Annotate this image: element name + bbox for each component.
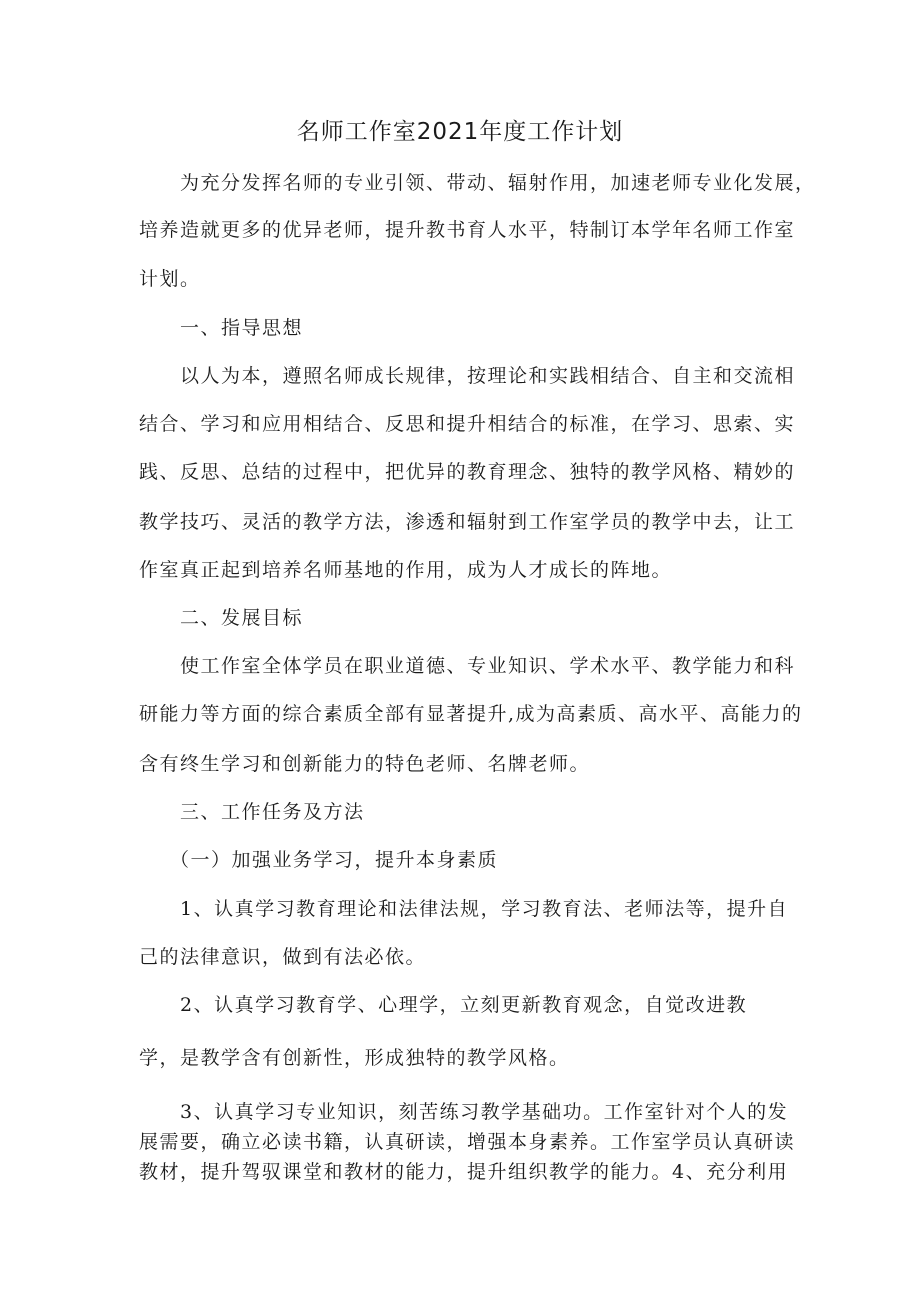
section2-line-3: 含有终生学习和创新能力的特色老师、名牌老师。 (139, 753, 591, 775)
item2-line-2: 学，是教学含有创新性，形成独特的教学风格。 (139, 1047, 570, 1069)
intro-line-1: 为充分发挥名师的专业引领、带动、辐射作用，加速老师专业化发展， (180, 172, 816, 194)
item1-line-2: 己的法律意识，做到有法必依。 (139, 946, 427, 968)
item2-line-1: 2、认真学习教育学、心理学，立刻更新教育观念，自觉改进教 (180, 994, 748, 1016)
item3-line-2: 展需要，确立必读书籍，认真研读，增强本身素养。工作室学员认真研读 (139, 1131, 796, 1153)
section1-line-3: 践、反思、总结的过程中，把优异的教育理念、独特的教学风格、精妙的 (139, 461, 796, 483)
section1-line-4: 教学技巧、灵活的教学方法，渗透和辐射到工作室学员的教学中去，让工 (139, 511, 796, 533)
item3-line-3: 教材，提升驾驭课堂和教材的能力，提升组织教学的能力。4、充分利用 (139, 1161, 789, 1183)
section1-line-5: 作室真正起到培养名师基地的作用，成为人才成长的阵地。 (139, 559, 673, 581)
section2-line-1: 使工作室全体学员在职业道德、专业知识、学术水平、教学能力和科 (180, 655, 796, 677)
section-heading-development-goals: 二、发展目标 (180, 607, 304, 629)
section1-line-1: 以人为本，遵照名师成长规律，按理论和实践相结合、自主和交流相 (180, 365, 796, 387)
section1-line-2: 结合、学习和应用相结合、反思和提升相结合的标准，在学习、思索、实 (139, 413, 796, 435)
item1-line-1: 1、认真学习教育理论和法律法规，学习教育法、老师法等，提升自 (180, 898, 789, 920)
section-heading-tasks-methods: 三、工作任务及方法 (180, 801, 365, 823)
intro-line-3: 计划。 (139, 268, 201, 290)
section2-line-2: 研能力等方面的综合素质全部有显著提升,成为高素质、高水平、高能力的 (139, 703, 803, 725)
item3-line-1: 3、认真学习专业知识，刻苦练习教学基础功。工作室针对个人的发 (180, 1101, 789, 1123)
document-title: 名师工作室2021年度工作计划 (296, 119, 624, 145)
subsection-heading-1: （一）加强业务学习，提升本身素质 (170, 849, 499, 871)
section-heading-guiding-ideology: 一、指导思想 (180, 317, 304, 339)
intro-line-2: 培养造就更多的优异老师，提升教书育人水平，特制订本学年名师工作室 (139, 219, 796, 241)
